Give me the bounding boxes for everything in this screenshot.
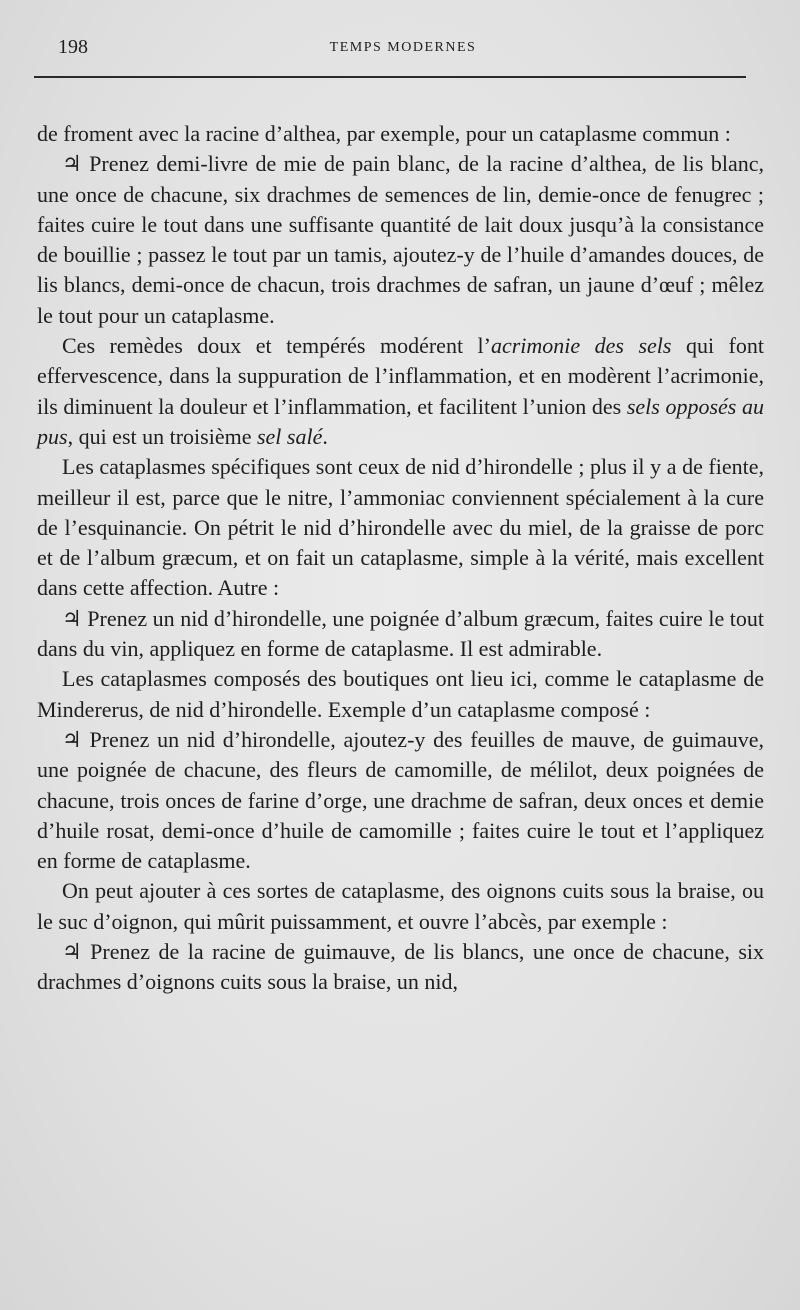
paragraph	[37, 331, 764, 452]
text-run: , qui est un troisième	[67, 423, 257, 449]
text-run: qui font effervescence, dans la suppuration de l’inflammation, et en modèrent l’acrimonie, ils diminuent la douleur et l’inflammation, et facilitent l’union des	[37, 333, 764, 419]
text-run: On peut ajouter à ces sortes de cataplasme, des oignons cuits sous la braise, ou le suc d’oignon, qui mûrit puissamment, et ouvre l’abcès, par exemple :	[37, 878, 764, 934]
paragraph	[37, 937, 764, 998]
paragraph	[37, 876, 764, 937]
text-run: de froment avec la racine d’althea, par exemple, pour un cataplasme commun :	[37, 121, 731, 146]
paragraph	[37, 725, 764, 876]
text-run: Ces remèdes doux et tempérés modérent l’	[62, 333, 491, 359]
page-number: 198	[58, 36, 88, 58]
text-run: ♃ Prenez un nid d’hirondelle, ajoutez-y des feuilles de mauve, de guimauve, une poignée de chacune, des fleurs de camomille, de mélilot, deux poignées de chacune, trois onces de farine d’orge, une drachme de safran, deux onces et demie d’huile rosat, demi-once d’huile de camomille ; faites cuire le tout et l’appliquez en forme de cataplasme.	[37, 726, 764, 874]
body-text	[37, 119, 764, 998]
text-run: .	[322, 423, 328, 449]
text-run: ♃ Prenez de la racine de guimauve, de lis blancs, une once de chacune, six drachmes d’oignons cuits sous la braise, un nid,	[37, 939, 764, 995]
paragraph	[37, 452, 764, 603]
running-title: TEMPS MODERNES	[329, 40, 477, 55]
paragraph	[37, 119, 764, 149]
italic-run: acrimonie des sels	[490, 333, 672, 359]
text-run: Les cataplasmes composés des boutiques ont lieu ici, comme le cataplasme de Mindererus, de nid d’hirondelle. Exemple d’un cataplasme composé :	[37, 666, 764, 722]
header-rule	[34, 76, 746, 78]
italic-run: sel salé	[256, 423, 323, 449]
text-run: Les cataplasmes spécifiques sont ceux de nid d’hirondelle ; plus il y a de fiente, meilleur il est, parce que le nitre, l’ammoniac conviennent spécialement à la cure de l’esquinancie. On pétrit le nid d’hirondelle avec du miel, de la graisse de porc et de l’album græcum, et on fait un cataplasme, simple à la vérité, mais excellent dans cette affection. Autre :	[37, 454, 764, 601]
paragraph	[37, 664, 764, 725]
paragraph	[37, 604, 764, 665]
text-run: ♃ Prenez un nid d’hirondelle, une poignée d’album græcum, faites cuire le tout dans du vin, appliquez en forme de cataplasme. Il est admirable.	[37, 605, 764, 662]
text-run: ♃ Prenez demi-livre de mie de pain blanc, de la racine d’althea, de lis blanc, une once de chacune, six drachmes de semences de lin, demie-once de fenugrec ; faites cuire le tout dans une suffisante quantité de lait doux jusqu’à la consistance de bouillie ; passez le tout par un tamis, ajoutez-y de l’huile d’amandes douces, de lis blancs, demi-once de chacun, trois drachmes de safran, un jaune d’œuf ; mêlez le tout pour un cataplasme.	[37, 151, 764, 328]
page-header	[58, 36, 748, 62]
italic-run: sels opposés au pus	[37, 393, 764, 449]
paragraph	[37, 149, 764, 331]
